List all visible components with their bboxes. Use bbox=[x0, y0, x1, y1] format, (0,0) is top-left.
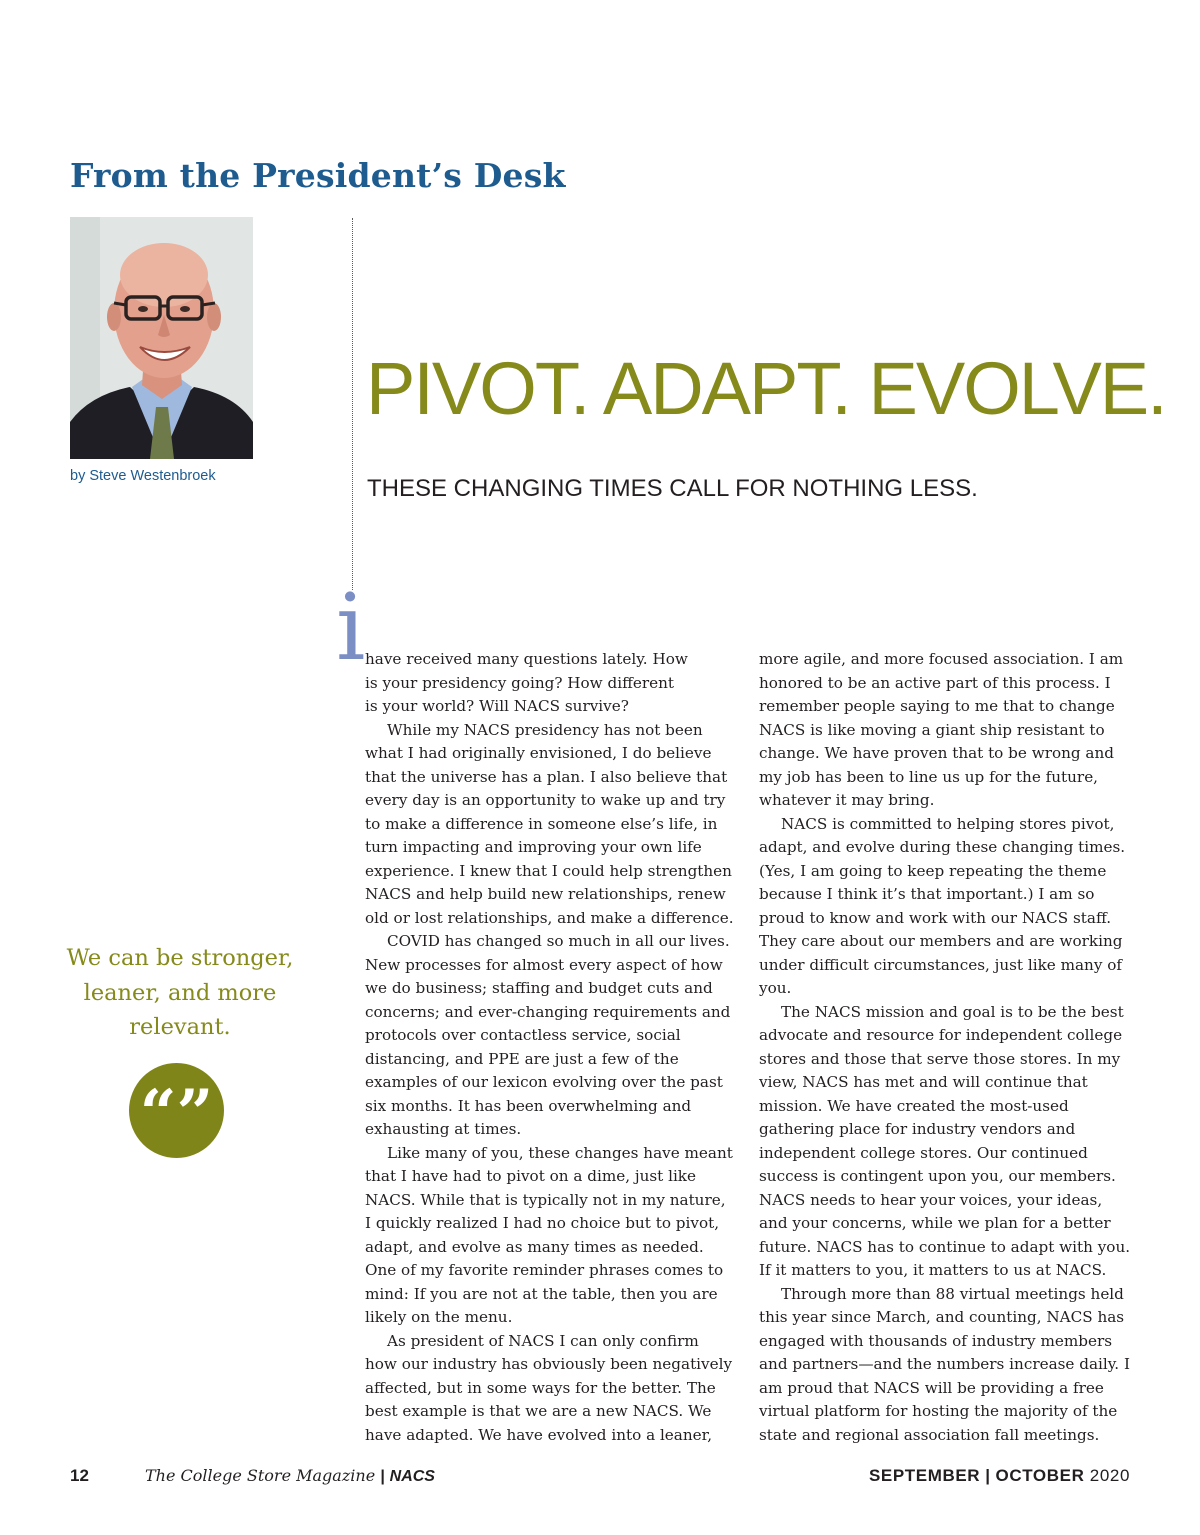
byline: by Steve Westenbroek bbox=[70, 468, 216, 484]
paragraph: Through more than 88 virtual meetings held this year since March, and counting, NACS has engaged with thousands of industry members and partners—and the numbers increase daily. I am proud that NACS will be providing a free virtual platform for hosting the majority of the state and regional association fall meetings. bbox=[759, 1284, 1130, 1444]
section-title: From the President’s Desk bbox=[70, 156, 566, 195]
paragraph: NACS is committed to helping stores pivot, adapt, and evolve during these changing times. (Yes, I am going to keep repeating the theme because I think it’s that important.) I am so proud to know and work with our NACS staff. They care about our members and are working under difficult circumstances, just like many of you. bbox=[759, 814, 1126, 997]
issue-separator: | bbox=[985, 1466, 991, 1485]
pull-quote: We can be stronger, leaner, and more relevant. bbox=[66, 945, 294, 1040]
article-column-left bbox=[365, 648, 735, 1447]
footer-separator: | bbox=[380, 1468, 385, 1485]
paragraph: The NACS mission and goal is to be the best advocate and resource for independent college stores and those that serve those stores. In my view, NACS has met and will continue that mission. We have created the most-used gathering place for industry vendors and independent college stores. Our continued success is contingent upon you, our members. NACS needs to hear your voices, your ideas, and your concerns, while we plan for a better future. NACS has to continue to adapt with you. If it matters to you, it matters to us at NACS. bbox=[759, 1002, 1131, 1279]
paragraph: Like many of you, these changes have meant that I have had to pivot on a dime, just like NACS. While that is typically not in my nature, I quickly realized I had no choice but to pivot, adapt, and evolve as many times as needed. One of my favorite reminder phrases comes to mind: If you are not at the table, then you are likely on the menu. bbox=[365, 1143, 733, 1326]
issue-month-1: SEPTEMBER bbox=[868, 1466, 981, 1485]
magazine-title-group bbox=[145, 1466, 435, 1486]
paragraph: While my NACS presidency has not been what I had originally envisioned, I do believe that the universe has a plan. I also believe that every day is an opportunity to wake up and try to make a difference in someone else’s life, in turn impacting and improving your own life experience. I knew that I could help strengthen NACS and help build new relationships, renew old or lost relationships, and make a difference. bbox=[365, 720, 734, 927]
paragraph: have received many questions lately. How is your presidency going? How different is your world? Will NACS survive? bbox=[365, 650, 688, 715]
vertical-divider bbox=[352, 218, 353, 590]
magazine-title: The College Store Magazine bbox=[145, 1466, 376, 1485]
quote-marks-icon bbox=[129, 1063, 224, 1158]
paragraph: COVID has changed so much in all our lives. New processes for almost every aspect of how we do business; staffing and budget cuts and concerns; and ever-changing requirements and protocols over contactless service, social distancing, and PPE are just a few of the examples of our lexicon evolving over the past six months. It has been overwhelming and exhausting at times. bbox=[365, 932, 731, 1138]
headline: PIVOT. ADAPT. EVOLVE. bbox=[366, 347, 1166, 430]
subheadline: THESE CHANGING TIMES CALL FOR NOTHING LESS. bbox=[367, 475, 978, 502]
paragraph: As president of NACS I can only confirm how our industry has obviously been negatively affected, but in some ways for the better. The best example is that we are a new NACS. We have adapted. We have evolved into a leaner, bbox=[365, 1331, 733, 1444]
issue-month-2: OCTOBER bbox=[995, 1466, 1085, 1485]
issue-date bbox=[869, 1466, 1130, 1486]
drop-cap: i bbox=[336, 574, 366, 681]
magazine-brand: NACS bbox=[389, 1468, 435, 1485]
quote-marks-glyph: “” bbox=[139, 1076, 214, 1151]
issue-year: 2020 bbox=[1089, 1466, 1130, 1485]
author-portrait-image bbox=[70, 217, 253, 459]
page-number: 12 bbox=[70, 1466, 89, 1485]
article-column-right bbox=[759, 648, 1131, 1447]
author-photo bbox=[70, 217, 253, 459]
page-footer bbox=[70, 1466, 1130, 1490]
paragraph: more agile, and more focused association. I am honored to be an active part of this process. I remember people saying to me that to change NACS is like moving a giant ship resistant to change. We have proven that to be wrong and my job has been to line us up for the future, whatever it may bring. bbox=[759, 650, 1124, 809]
